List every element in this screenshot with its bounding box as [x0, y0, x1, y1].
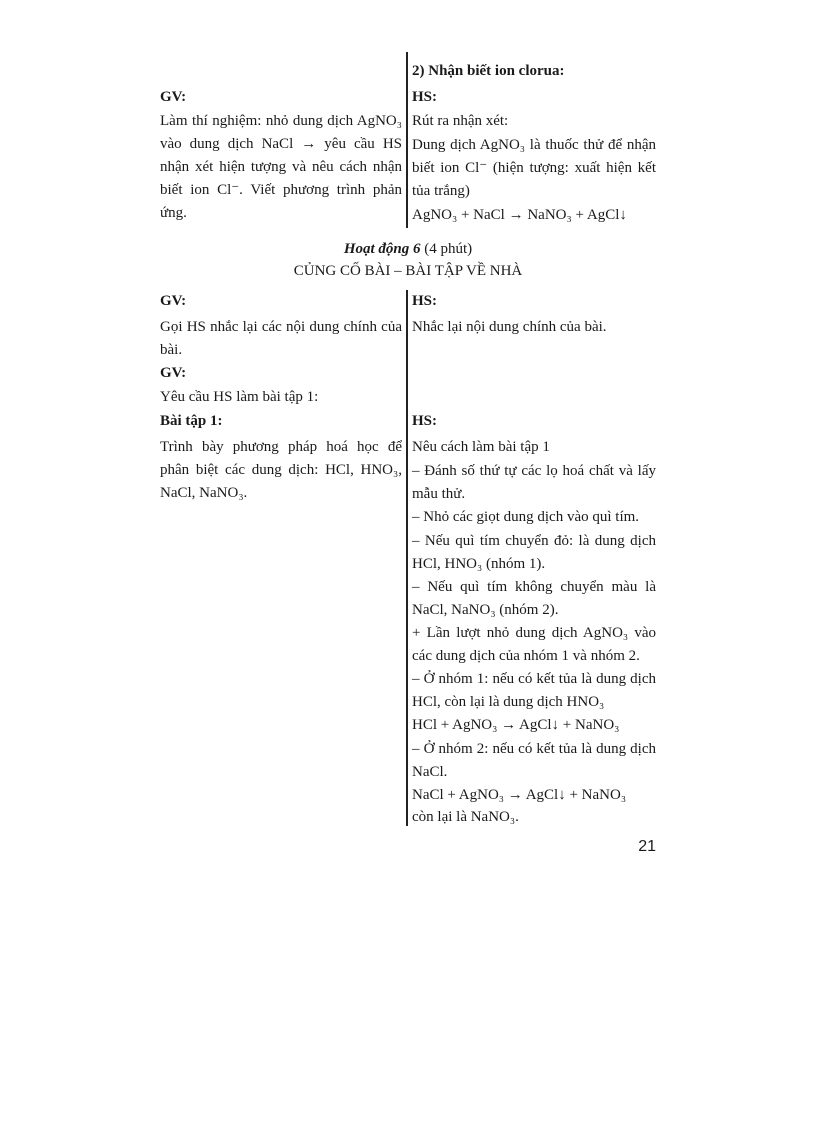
answer-line: – Ở nhóm 1: nếu có kết tủa là dung dịch HCl, còn lại là dung dịch HNO₃ [412, 671, 656, 710]
hs-label: HS: [412, 89, 438, 105]
gv-review-text: Gọi HS nhắc lại các nội dung chính của bài. [160, 319, 402, 358]
answer-equation: NaCl + AgNO₃ → AgCl↓ + NaNO₃ [412, 787, 627, 803]
column-divider-top [406, 52, 408, 228]
activity-subtitle: CỦNG CỐ BÀI – BÀI TẬP VỀ NHÀ [293, 263, 523, 279]
answer-line: Nêu cách làm bài tập 1 [412, 439, 550, 455]
page-number: 21 [638, 838, 656, 855]
answer-line: – Nếu quì tím chuyển đỏ: là dung dịch HCl, HNO₃ (nhóm 1). [412, 533, 656, 572]
gv-label-review: GV: [160, 293, 187, 309]
answer-line: còn lại là NaNO₃. [412, 809, 519, 825]
hs-label-exercise: HS: [412, 413, 438, 429]
answer-line: – Ở nhóm 2: nếu có kết tủa là dung dịch NaCl. [412, 741, 656, 780]
activity-heading [160, 238, 656, 260]
reaction-equation: AgNO₃ + NaCl → NaNO₃ + AgCl↓ [412, 207, 627, 223]
gv-label: GV: [160, 89, 187, 105]
activity-title: Hoạt động 6 [343, 241, 421, 257]
hs-observation-text: Dung dịch AgNO₃ là thuốc thử để nhận biết ion Cl⁻ (hiện tượng: xuất hiện kết tủa trắng) [412, 137, 656, 199]
answer-line: – Nhỏ các giọt dung dịch vào quì tím. [412, 509, 640, 525]
column-divider-bottom [406, 290, 408, 826]
hs-label-review: HS: [412, 293, 438, 309]
activity-duration: (4 phút) [424, 241, 473, 257]
answer-line: – Nếu quì tím không chuyển màu là NaCl, NaNO₃ (nhóm 2). [412, 579, 656, 618]
gv-exercise-request: Yêu cầu HS làm bài tập 1: [160, 389, 319, 405]
answer-line: – Đánh số thứ tự các lọ hoá chất và lấy mẫu thử. [412, 463, 656, 502]
gv-label-2: GV: [160, 365, 187, 381]
exercise-label: Bài tập 1: [160, 413, 223, 429]
answer-equation: HCl + AgNO₃ → AgCl↓ + NaNO₃ [412, 717, 620, 733]
exercise-question: Trình bày phương pháp hoá học để phân biệt các dung dịch: HCl, HNO₃, NaCl, NaNO₃. [160, 439, 402, 501]
hs-review-text: Nhắc lại nội dung chính của bài. [412, 319, 607, 335]
section-heading: 2) Nhận biết ion clorua: [412, 63, 565, 79]
answer-line: + Lần lượt nhỏ dung dịch AgNO₃ vào các dung dịch của nhóm 1 và nhóm 2. [412, 625, 656, 664]
hs-intro-text: Rút ra nhận xét: [412, 113, 509, 129]
gv-experiment-text: Làm thí nghiệm: nhỏ dung dịch AgNO₃ vào dung dịch NaCl → yêu cầu HS nhận xét hiện tượng và nêu cách nhận biết ion Cl⁻. Viết phương trình phản ứng. [160, 113, 402, 221]
